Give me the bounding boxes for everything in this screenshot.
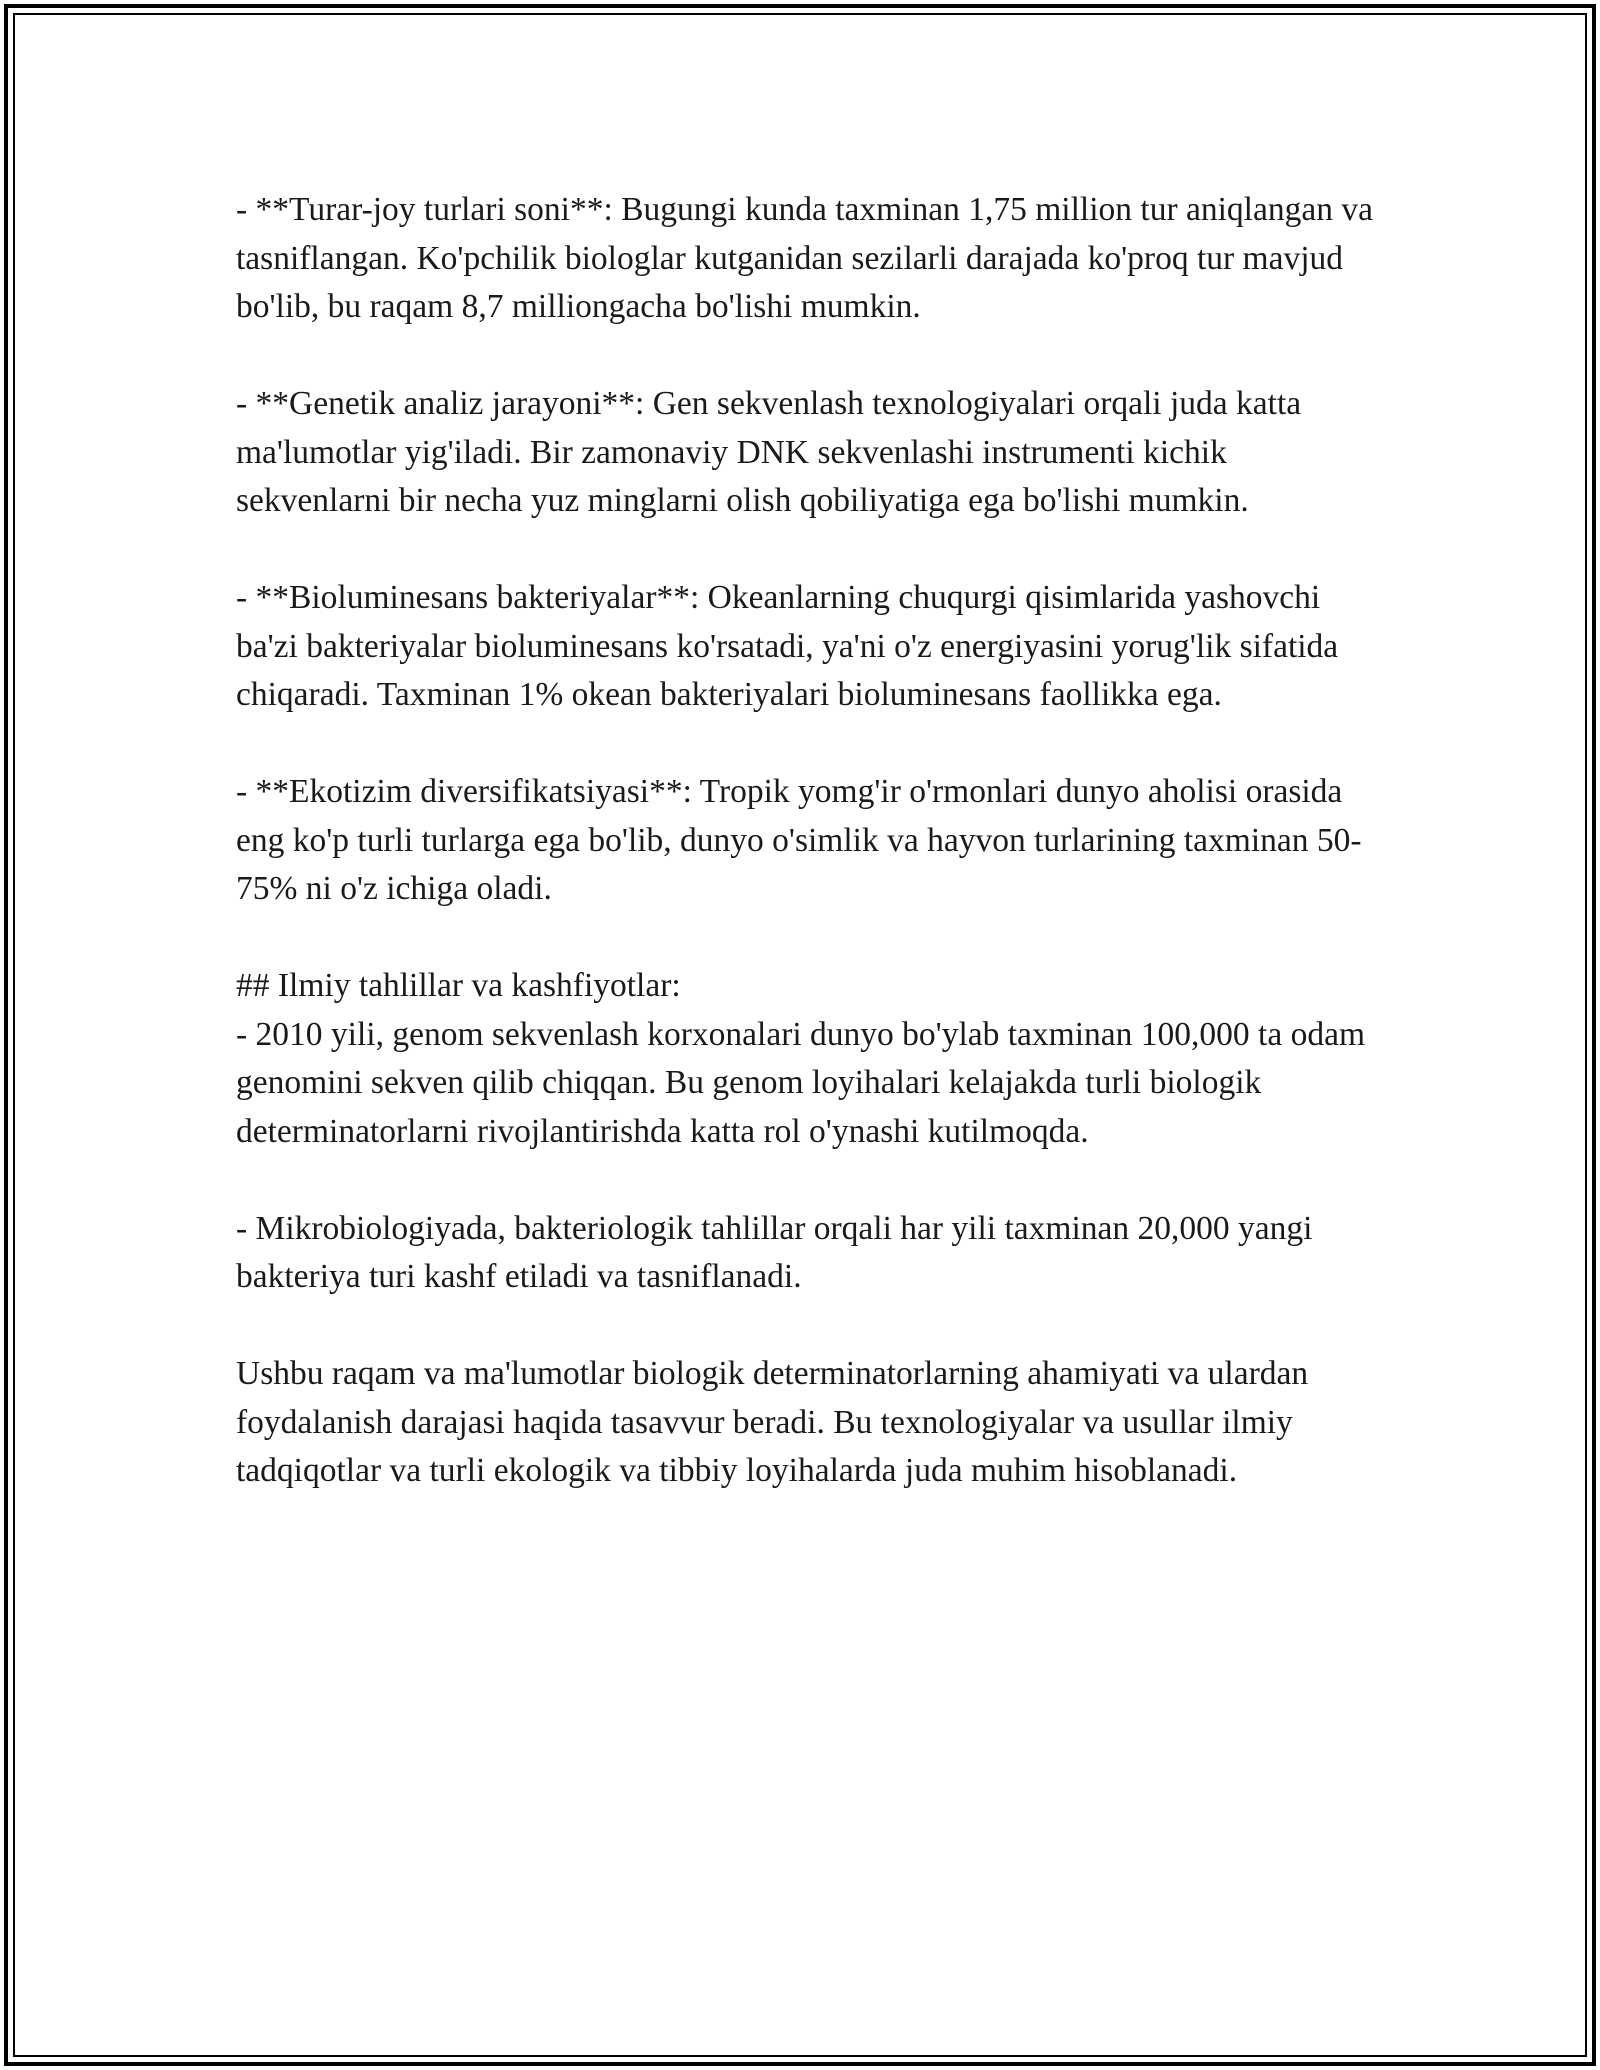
bullet-microbiology: - Mikrobiologiyada, bakteriologik tahlillar orqali har yili taxminan 20,000 yangi bakteriya turi kashf etiladi va tasniflanadi. <box>236 1209 1313 1295</box>
bullet-ecosystem-diversification: - **Ekotizim diversifikatsiyasi**: Tropik yomg'ir o'rmonlari dunyo aholisi orasida eng ko'p turli turlarga ega bo'lib, dunyo o'simlik va hayvon turlarining taxminan 50-75% ni o'z ichiga oladi. <box>236 773 1362 907</box>
bullet-bioluminescent-bacteria: - **Bioluminesans bakteriyalar**: Okeanlarning chuqurgi qisimlarida yashovchi ba'zi bakteriyalar bioluminesans ko'rsatadi, ya'ni o'z energiyasini yorug'lik sifatida chiqaradi. Taxminan 1% okean bakteriyalari bioluminesans faollikka ega. <box>236 579 1339 713</box>
bullet-genome-sequencing: - 2010 yili, genom sekvenlash korxonalari dunyo bo'ylab taxminan 100,000 ta odam genomini sekven qilib chiqqan. Bu genom loyihalari kelajakda turli biologik determinatorlarni rivojlantirishda katta rol o'ynashi kutilmoqda. <box>236 1015 1366 1150</box>
bullet-species-count: - **Turar-joy turlari soni**: Bugungi kunda taxminan 1,75 million tur aniqlangan va tasniflangan. Ko'pchilik biologlar kutganidan sezilarli darajada ko'proq tur mavjud bo'lib, bu raqam 8,7 milliongacha bo'lishi mumkin. <box>236 191 1373 325</box>
document-body <box>236 186 1386 1496</box>
section-heading: ## Ilmiy tahlillar va kashfiyotlar: <box>236 967 681 1004</box>
conclusion-paragraph: Ushbu raqam va ma'lumotlar biologik determinatorlarning ahamiyati va ulardan foydalanish darajasi haqida tasavvur beradi. Bu texnologiyalar va usullar ilmiy tadqiqotlar va turli ekologik va tibbiy loyihalarda juda muhim hisoblanadi. <box>236 1355 1309 1489</box>
bullet-genetic-analysis: - **Genetik analiz jarayoni**: Gen sekvenlash texnologiyalari orqali juda katta ma'lumotlar yig'iladi. Bir zamonaviy DNK sekvenlashi instrumenti kichik sekvenlarni bir necha yuz minglarni olish qobiliyatiga ega bo'lishi mumkin. <box>236 385 1302 519</box>
